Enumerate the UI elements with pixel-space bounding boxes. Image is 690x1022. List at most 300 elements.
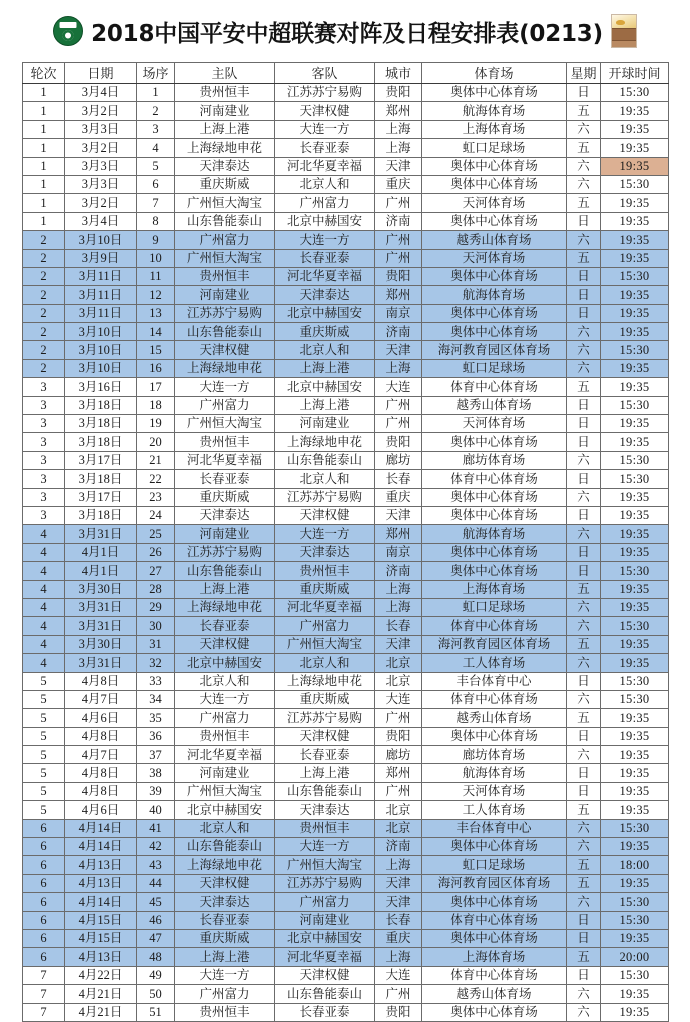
cell-stadium: 工人体育场	[422, 654, 567, 672]
cell-kickoff: 19:35	[601, 378, 669, 396]
cell-home-team: 山东鲁能泰山	[175, 212, 275, 230]
cell-round: 2	[23, 341, 65, 359]
table-row	[23, 249, 669, 267]
cell-match-no: 47	[137, 929, 175, 947]
cell-stadium: 体育中心体育场	[422, 911, 567, 929]
cell-away-team: 江苏苏宁易购	[275, 488, 375, 506]
cell-stadium: 奥体中心体育场	[422, 1003, 567, 1021]
cell-round: 3	[23, 506, 65, 524]
cell-date: 4月6日	[65, 709, 137, 727]
cell-city: 上海	[375, 856, 422, 874]
cell-home-team: 上海绿地申花	[175, 359, 275, 377]
cell-weekday: 六	[567, 617, 601, 635]
cell-stadium: 越秀山体育场	[422, 231, 567, 249]
cell-stadium: 天河体育场	[422, 194, 567, 212]
cell-weekday: 五	[567, 948, 601, 966]
sponsor-badge-icon	[611, 14, 637, 48]
cell-weekday: 日	[567, 84, 601, 102]
table-row	[23, 598, 669, 616]
cell-city: 广州	[375, 985, 422, 1003]
cell-weekday: 六	[567, 654, 601, 672]
cell-kickoff: 19:35	[601, 488, 669, 506]
cell-away-team: 江苏苏宁易购	[275, 709, 375, 727]
cell-kickoff: 19:35	[601, 286, 669, 304]
cell-stadium: 航海体育场	[422, 525, 567, 543]
cell-kickoff: 15:30	[601, 893, 669, 911]
cell-away-team: 上海绿地申花	[275, 433, 375, 451]
cell-round: 3	[23, 433, 65, 451]
cell-round: 2	[23, 249, 65, 267]
cell-date: 3月17日	[65, 488, 137, 506]
cell-match-no: 11	[137, 267, 175, 285]
cell-match-no: 5	[137, 157, 175, 175]
cell-kickoff: 19:35	[601, 139, 669, 157]
cell-stadium: 奥体中心体育场	[422, 212, 567, 230]
cell-away-team: 贵州恒丰	[275, 819, 375, 837]
cell-home-team: 天津权健	[175, 635, 275, 653]
cell-home-team: 河南建业	[175, 102, 275, 120]
cell-round: 3	[23, 470, 65, 488]
cell-weekday: 日	[567, 911, 601, 929]
column-header-away: 客队	[275, 63, 375, 84]
cell-city: 大连	[375, 966, 422, 984]
cell-away-team: 广州富力	[275, 194, 375, 212]
table-row	[23, 139, 669, 157]
cell-kickoff: 19:35	[601, 543, 669, 561]
cell-date: 4月14日	[65, 838, 137, 856]
cell-kickoff: 15:30	[601, 562, 669, 580]
cell-home-team: 贵州恒丰	[175, 267, 275, 285]
header-row	[23, 63, 669, 84]
cell-home-team: 山东鲁能泰山	[175, 323, 275, 341]
cell-date: 3月16日	[65, 378, 137, 396]
cell-weekday: 日	[567, 543, 601, 561]
cell-stadium: 虹口足球场	[422, 856, 567, 874]
cell-kickoff: 19:35	[601, 506, 669, 524]
cell-stadium: 天河体育场	[422, 415, 567, 433]
cell-date: 4月14日	[65, 893, 137, 911]
cell-city: 广州	[375, 782, 422, 800]
cell-city: 广州	[375, 396, 422, 414]
cell-round: 6	[23, 893, 65, 911]
cell-kickoff: 19:35	[601, 709, 669, 727]
cell-weekday: 六	[567, 1003, 601, 1021]
cell-match-no: 40	[137, 801, 175, 819]
cell-match-no: 19	[137, 415, 175, 433]
cell-city: 南京	[375, 304, 422, 322]
cell-round: 2	[23, 323, 65, 341]
cell-kickoff: 15:30	[601, 267, 669, 285]
cell-date: 3月17日	[65, 451, 137, 469]
cell-weekday: 日	[567, 304, 601, 322]
cell-city: 天津	[375, 341, 422, 359]
cell-kickoff: 15:30	[601, 617, 669, 635]
cell-city: 天津	[375, 893, 422, 911]
cell-match-no: 7	[137, 194, 175, 212]
cell-home-team: 大连一方	[175, 966, 275, 984]
cell-kickoff: 19:35	[601, 415, 669, 433]
cell-round: 7	[23, 966, 65, 984]
cell-weekday: 六	[567, 838, 601, 856]
cell-kickoff: 19:35	[601, 102, 669, 120]
cell-weekday: 六	[567, 175, 601, 193]
cell-stadium: 越秀山体育场	[422, 709, 567, 727]
cell-away-team: 山东鲁能泰山	[275, 451, 375, 469]
cell-weekday: 六	[567, 525, 601, 543]
cell-stadium: 奥体中心体育场	[422, 157, 567, 175]
cell-weekday: 日	[567, 415, 601, 433]
cell-date: 3月10日	[65, 359, 137, 377]
column-header-stadium: 体育场	[422, 63, 567, 84]
cell-home-team: 北京人和	[175, 819, 275, 837]
cell-weekday: 六	[567, 819, 601, 837]
cell-match-no: 21	[137, 451, 175, 469]
cell-away-team: 山东鲁能泰山	[275, 782, 375, 800]
cell-city: 长春	[375, 617, 422, 635]
cell-city: 上海	[375, 580, 422, 598]
cell-stadium: 虹口足球场	[422, 139, 567, 157]
cell-weekday: 六	[567, 341, 601, 359]
cell-match-no: 51	[137, 1003, 175, 1021]
cell-home-team: 天津权健	[175, 874, 275, 892]
cell-city: 贵阳	[375, 1003, 422, 1021]
cell-city: 广州	[375, 415, 422, 433]
table-row	[23, 175, 669, 193]
cell-home-team: 上海绿地申花	[175, 139, 275, 157]
cell-date: 3月11日	[65, 304, 137, 322]
table-row	[23, 782, 669, 800]
cell-date: 4月8日	[65, 727, 137, 745]
cell-weekday: 六	[567, 120, 601, 138]
cell-round: 4	[23, 525, 65, 543]
cell-home-team: 北京中赫国安	[175, 801, 275, 819]
cell-kickoff: 15:30	[601, 175, 669, 193]
table-row	[23, 304, 669, 322]
cell-home-team: 广州富力	[175, 709, 275, 727]
cell-away-team: 北京中赫国安	[275, 212, 375, 230]
cell-weekday: 五	[567, 874, 601, 892]
table-row	[23, 874, 669, 892]
cell-stadium: 奥体中心体育场	[422, 267, 567, 285]
cell-kickoff: 15:30	[601, 819, 669, 837]
cell-home-team: 重庆斯威	[175, 175, 275, 193]
cell-city: 南京	[375, 543, 422, 561]
cell-weekday: 日	[567, 470, 601, 488]
table-row	[23, 543, 669, 561]
cell-match-no: 17	[137, 378, 175, 396]
cell-stadium: 奥体中心体育场	[422, 175, 567, 193]
cell-match-no: 33	[137, 672, 175, 690]
title-bar	[0, 0, 690, 62]
table-row	[23, 617, 669, 635]
cell-match-no: 39	[137, 782, 175, 800]
cell-stadium: 航海体育场	[422, 102, 567, 120]
cell-weekday: 日	[567, 506, 601, 524]
cell-round: 6	[23, 819, 65, 837]
table-row	[23, 267, 669, 285]
cell-kickoff: 19:35	[601, 654, 669, 672]
table-row	[23, 764, 669, 782]
cell-weekday: 六	[567, 690, 601, 708]
cell-stadium: 奥体中心体育场	[422, 893, 567, 911]
cell-stadium: 体育中心体育场	[422, 617, 567, 635]
cell-weekday: 六	[567, 359, 601, 377]
cell-city: 上海	[375, 120, 422, 138]
cell-match-no: 2	[137, 102, 175, 120]
cell-stadium: 奥体中心体育场	[422, 304, 567, 322]
cell-stadium: 虹口足球场	[422, 598, 567, 616]
cell-city: 上海	[375, 359, 422, 377]
cell-round: 1	[23, 139, 65, 157]
cell-round: 7	[23, 985, 65, 1003]
cell-match-no: 24	[137, 506, 175, 524]
cell-stadium: 体育中心体育场	[422, 690, 567, 708]
table-row	[23, 801, 669, 819]
cell-home-team: 大连一方	[175, 690, 275, 708]
cell-home-team: 广州恒大淘宝	[175, 782, 275, 800]
cell-away-team: 重庆斯威	[275, 323, 375, 341]
cell-stadium: 奥体中心体育场	[422, 838, 567, 856]
cell-kickoff: 15:30	[601, 396, 669, 414]
table-row	[23, 985, 669, 1003]
cell-kickoff: 19:35	[601, 120, 669, 138]
cell-round: 2	[23, 286, 65, 304]
cell-home-team: 上海上港	[175, 580, 275, 598]
cell-kickoff: 20:00	[601, 948, 669, 966]
table-row	[23, 378, 669, 396]
cell-home-team: 天津泰达	[175, 506, 275, 524]
cell-stadium: 奥体中心体育场	[422, 84, 567, 102]
cell-round: 6	[23, 874, 65, 892]
cell-date: 4月8日	[65, 764, 137, 782]
cell-away-team: 广州富力	[275, 893, 375, 911]
table-row	[23, 451, 669, 469]
cell-round: 4	[23, 635, 65, 653]
cell-round: 1	[23, 102, 65, 120]
cell-stadium: 丰台体育中心	[422, 672, 567, 690]
cell-date: 3月31日	[65, 654, 137, 672]
cell-city: 重庆	[375, 929, 422, 947]
cell-away-team: 天津权健	[275, 727, 375, 745]
cell-away-team: 北京人和	[275, 341, 375, 359]
cell-stadium: 海河教育园区体育场	[422, 341, 567, 359]
cell-home-team: 上海绿地申花	[175, 856, 275, 874]
cell-round: 2	[23, 231, 65, 249]
table-row	[23, 506, 669, 524]
cell-city: 长春	[375, 911, 422, 929]
cell-away-team: 广州恒大淘宝	[275, 856, 375, 874]
sponsor-badge-top	[612, 15, 636, 28]
cell-city: 北京	[375, 819, 422, 837]
cell-round: 1	[23, 212, 65, 230]
cell-home-team: 贵州恒丰	[175, 1003, 275, 1021]
cell-city: 大连	[375, 690, 422, 708]
cell-home-team: 江苏苏宁易购	[175, 543, 275, 561]
cell-round: 1	[23, 84, 65, 102]
cell-kickoff: 15:30	[601, 451, 669, 469]
table-row	[23, 635, 669, 653]
column-header-round: 轮次	[23, 63, 65, 84]
table-row	[23, 893, 669, 911]
cell-kickoff: 15:30	[601, 672, 669, 690]
cell-date: 4月22日	[65, 966, 137, 984]
cell-weekday: 六	[567, 323, 601, 341]
cell-city: 贵阳	[375, 84, 422, 102]
table-row	[23, 84, 669, 102]
cell-away-team: 天津泰达	[275, 543, 375, 561]
cell-round: 2	[23, 359, 65, 377]
cell-match-no: 3	[137, 120, 175, 138]
cell-round: 3	[23, 378, 65, 396]
cell-stadium: 奥体中心体育场	[422, 323, 567, 341]
cell-match-no: 10	[137, 249, 175, 267]
table-row	[23, 157, 669, 175]
cell-date: 3月9日	[65, 249, 137, 267]
cell-city: 济南	[375, 323, 422, 341]
cell-stadium: 奥体中心体育场	[422, 506, 567, 524]
column-header-home: 主队	[175, 63, 275, 84]
cell-date: 3月18日	[65, 433, 137, 451]
cell-away-team: 天津权健	[275, 102, 375, 120]
cell-away-team: 北京人和	[275, 654, 375, 672]
cell-match-no: 43	[137, 856, 175, 874]
table-row	[23, 415, 669, 433]
cell-date: 3月10日	[65, 341, 137, 359]
cell-away-team: 重庆斯威	[275, 690, 375, 708]
cell-kickoff: 19:35	[601, 801, 669, 819]
cell-home-team: 贵州恒丰	[175, 727, 275, 745]
cell-match-no: 50	[137, 985, 175, 1003]
cell-date: 3月10日	[65, 231, 137, 249]
cell-city: 天津	[375, 157, 422, 175]
cell-match-no: 16	[137, 359, 175, 377]
cell-match-no: 6	[137, 175, 175, 193]
cell-city: 济南	[375, 212, 422, 230]
cell-city: 贵阳	[375, 267, 422, 285]
column-header-weekday: 星期	[567, 63, 601, 84]
table-row	[23, 1003, 669, 1021]
cell-match-no: 48	[137, 948, 175, 966]
cell-home-team: 贵州恒丰	[175, 84, 275, 102]
table-row	[23, 488, 669, 506]
cell-match-no: 34	[137, 690, 175, 708]
cell-city: 北京	[375, 654, 422, 672]
table-row	[23, 359, 669, 377]
cell-round: 1	[23, 120, 65, 138]
cell-kickoff: 19:35	[601, 635, 669, 653]
cell-kickoff: 19:35	[601, 304, 669, 322]
table-row	[23, 929, 669, 947]
table-row	[23, 433, 669, 451]
cell-stadium: 廊坊体育场	[422, 451, 567, 469]
cell-weekday: 日	[567, 396, 601, 414]
cell-home-team: 江苏苏宁易购	[175, 304, 275, 322]
table-row	[23, 120, 669, 138]
cell-match-no: 42	[137, 838, 175, 856]
cell-round: 1	[23, 175, 65, 193]
cell-weekday: 六	[567, 746, 601, 764]
sponsor-badge-bottom	[612, 41, 636, 47]
cell-home-team: 长春亚泰	[175, 617, 275, 635]
cell-stadium: 奥体中心体育场	[422, 488, 567, 506]
cell-home-team: 广州恒大淘宝	[175, 194, 275, 212]
cell-city: 郑州	[375, 286, 422, 304]
cell-date: 4月21日	[65, 985, 137, 1003]
table-row	[23, 856, 669, 874]
cell-home-team: 河南建业	[175, 286, 275, 304]
cell-match-no: 9	[137, 231, 175, 249]
cell-weekday: 五	[567, 378, 601, 396]
cell-city: 广州	[375, 709, 422, 727]
schedule-container	[0, 62, 690, 1022]
cell-kickoff: 19:35	[601, 157, 669, 175]
cell-match-no: 45	[137, 893, 175, 911]
cell-stadium: 奥体中心体育场	[422, 543, 567, 561]
cell-match-no: 1	[137, 84, 175, 102]
cell-home-team: 上海上港	[175, 120, 275, 138]
cell-home-team: 北京人和	[175, 672, 275, 690]
cell-away-team: 天津权健	[275, 506, 375, 524]
cell-kickoff: 19:35	[601, 323, 669, 341]
cell-away-team: 上海上港	[275, 396, 375, 414]
cell-home-team: 广州富力	[175, 985, 275, 1003]
cell-kickoff: 19:35	[601, 580, 669, 598]
table-row	[23, 709, 669, 727]
cell-city: 郑州	[375, 764, 422, 782]
table-row	[23, 838, 669, 856]
table-row	[23, 746, 669, 764]
cell-weekday: 六	[567, 451, 601, 469]
sponsor-badge-middle	[612, 28, 636, 41]
cell-kickoff: 15:30	[601, 470, 669, 488]
cell-away-team: 贵州恒丰	[275, 562, 375, 580]
cell-date: 4月6日	[65, 801, 137, 819]
cell-date: 3月2日	[65, 139, 137, 157]
cell-stadium: 上海体育场	[422, 580, 567, 598]
cell-kickoff: 19:35	[601, 985, 669, 1003]
cell-round: 3	[23, 451, 65, 469]
cell-stadium: 上海体育场	[422, 120, 567, 138]
cell-date: 4月8日	[65, 782, 137, 800]
cell-city: 重庆	[375, 175, 422, 193]
cell-date: 4月8日	[65, 672, 137, 690]
cell-match-no: 15	[137, 341, 175, 359]
cell-match-no: 8	[137, 212, 175, 230]
cell-match-no: 30	[137, 617, 175, 635]
cell-city: 长春	[375, 470, 422, 488]
cell-kickoff: 19:35	[601, 525, 669, 543]
table-row	[23, 562, 669, 580]
cell-stadium: 航海体育场	[422, 286, 567, 304]
cell-away-team: 长春亚泰	[275, 746, 375, 764]
cell-weekday: 五	[567, 102, 601, 120]
cell-match-no: 4	[137, 139, 175, 157]
cell-round: 5	[23, 690, 65, 708]
cell-round: 7	[23, 1003, 65, 1021]
cell-date: 3月18日	[65, 506, 137, 524]
cell-city: 贵阳	[375, 433, 422, 451]
cell-date: 4月7日	[65, 746, 137, 764]
cell-weekday: 六	[567, 985, 601, 1003]
cell-home-team: 长春亚泰	[175, 911, 275, 929]
column-header-match-no: 场序	[137, 63, 175, 84]
cell-away-team: 上海上港	[275, 764, 375, 782]
cell-date: 3月31日	[65, 525, 137, 543]
cfa-crest-icon	[53, 16, 83, 46]
cell-city: 上海	[375, 948, 422, 966]
table-row	[23, 194, 669, 212]
cell-away-team: 河北华夏幸福	[275, 267, 375, 285]
